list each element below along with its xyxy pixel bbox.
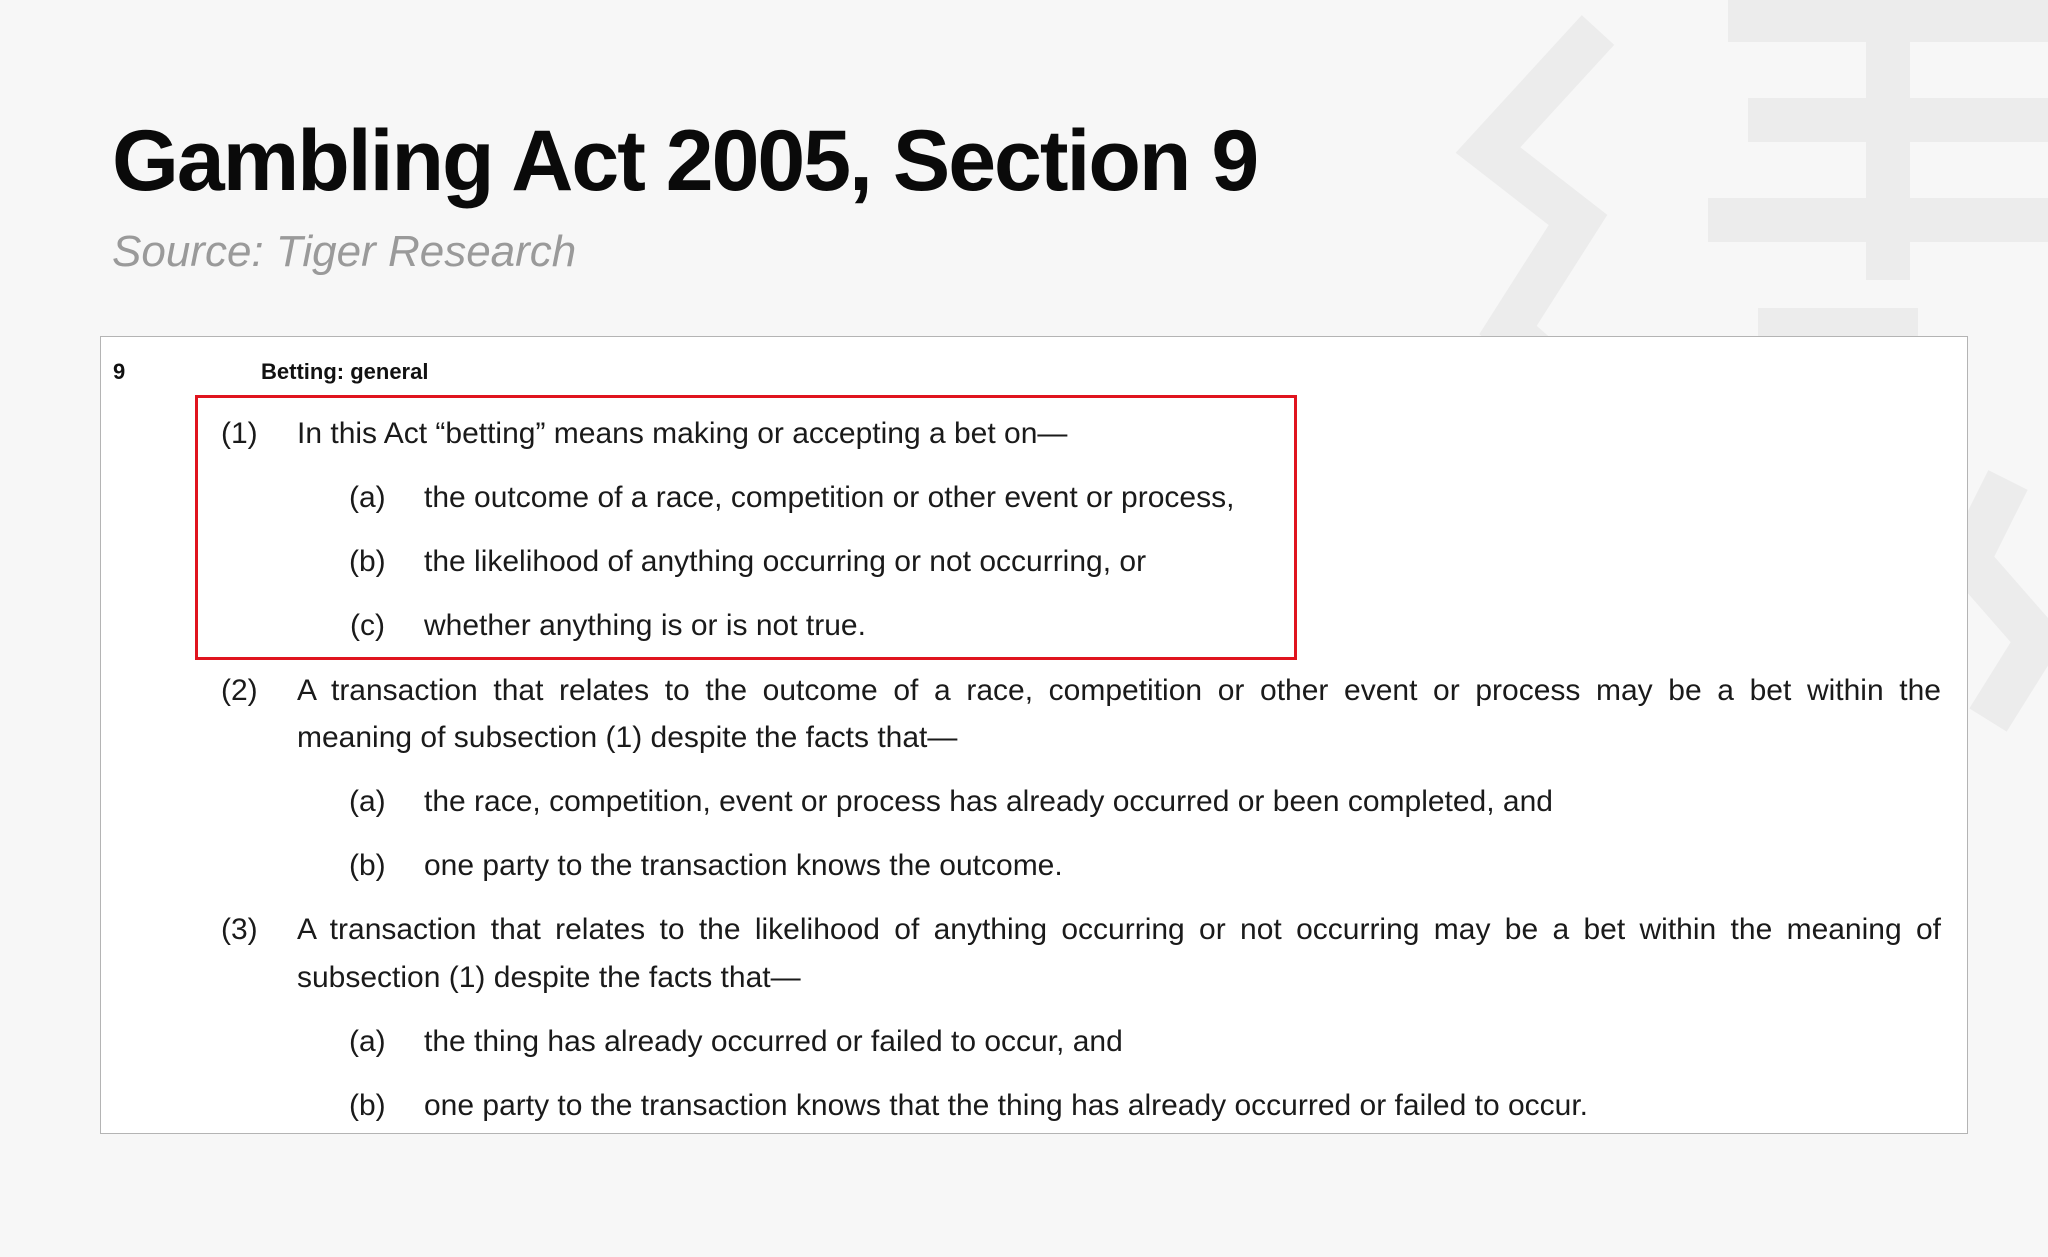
item-3a-label: (a)	[349, 1025, 386, 1058]
slide-title: Gambling Act 2005, Section 9	[112, 113, 1258, 209]
item-3a-text: the thing has already occurred or failed to occur, and	[424, 1025, 1123, 1058]
item-2a-text: the race, competition, event or process has already occurred or been completed, and	[424, 785, 1553, 818]
item-1b-label: (b)	[349, 545, 386, 578]
subsection-3-text-line-2: subsection (1) despite the facts that—	[297, 961, 801, 994]
highlight-box-subsection-1	[195, 395, 1297, 660]
slide-source: Source: Tiger Research	[112, 227, 577, 276]
subsection-2-label: (2)	[221, 674, 258, 707]
item-1c-text: whether anything is or is not true.	[424, 609, 866, 642]
section-heading: Betting: general	[261, 359, 429, 384]
subsection-2-text-line-2: meaning of subsection (1) despite the facts that—	[297, 721, 958, 754]
item-1b-text: the likelihood of anything occurring or not occurring, or	[424, 545, 1147, 578]
subsection-1-text: In this Act “betting” means making or accepting a bet on—	[297, 417, 1068, 450]
item-3b-label: (b)	[349, 1089, 386, 1122]
subsection-3-text-line-1: A transaction that relates to the likelihood of anything occurring or not occurring may be a bet within the meaning of	[297, 913, 1941, 946]
item-2b-text: one party to the transaction knows the outcome.	[424, 849, 1063, 882]
item-2a-label: (a)	[349, 785, 386, 818]
item-1a-label: (a)	[349, 481, 386, 514]
item-1c-label: (c)	[350, 609, 385, 642]
item-2b-label: (b)	[349, 849, 386, 882]
subsection-3-label: (3)	[221, 913, 258, 946]
section-number: 9	[113, 359, 126, 384]
item-3b-text: one party to the transaction knows that the thing has already occurred or failed to occur.	[424, 1089, 1589, 1122]
legislation-excerpt	[100, 336, 1968, 1134]
item-1a-text: the outcome of a race, competition or other event or process,	[424, 481, 1235, 514]
subsection-1-label: (1)	[221, 417, 258, 450]
subsection-2-text-line-1: A transaction that relates to the outcome of a race, competition or other event or process may be a bet within the	[297, 674, 1941, 707]
